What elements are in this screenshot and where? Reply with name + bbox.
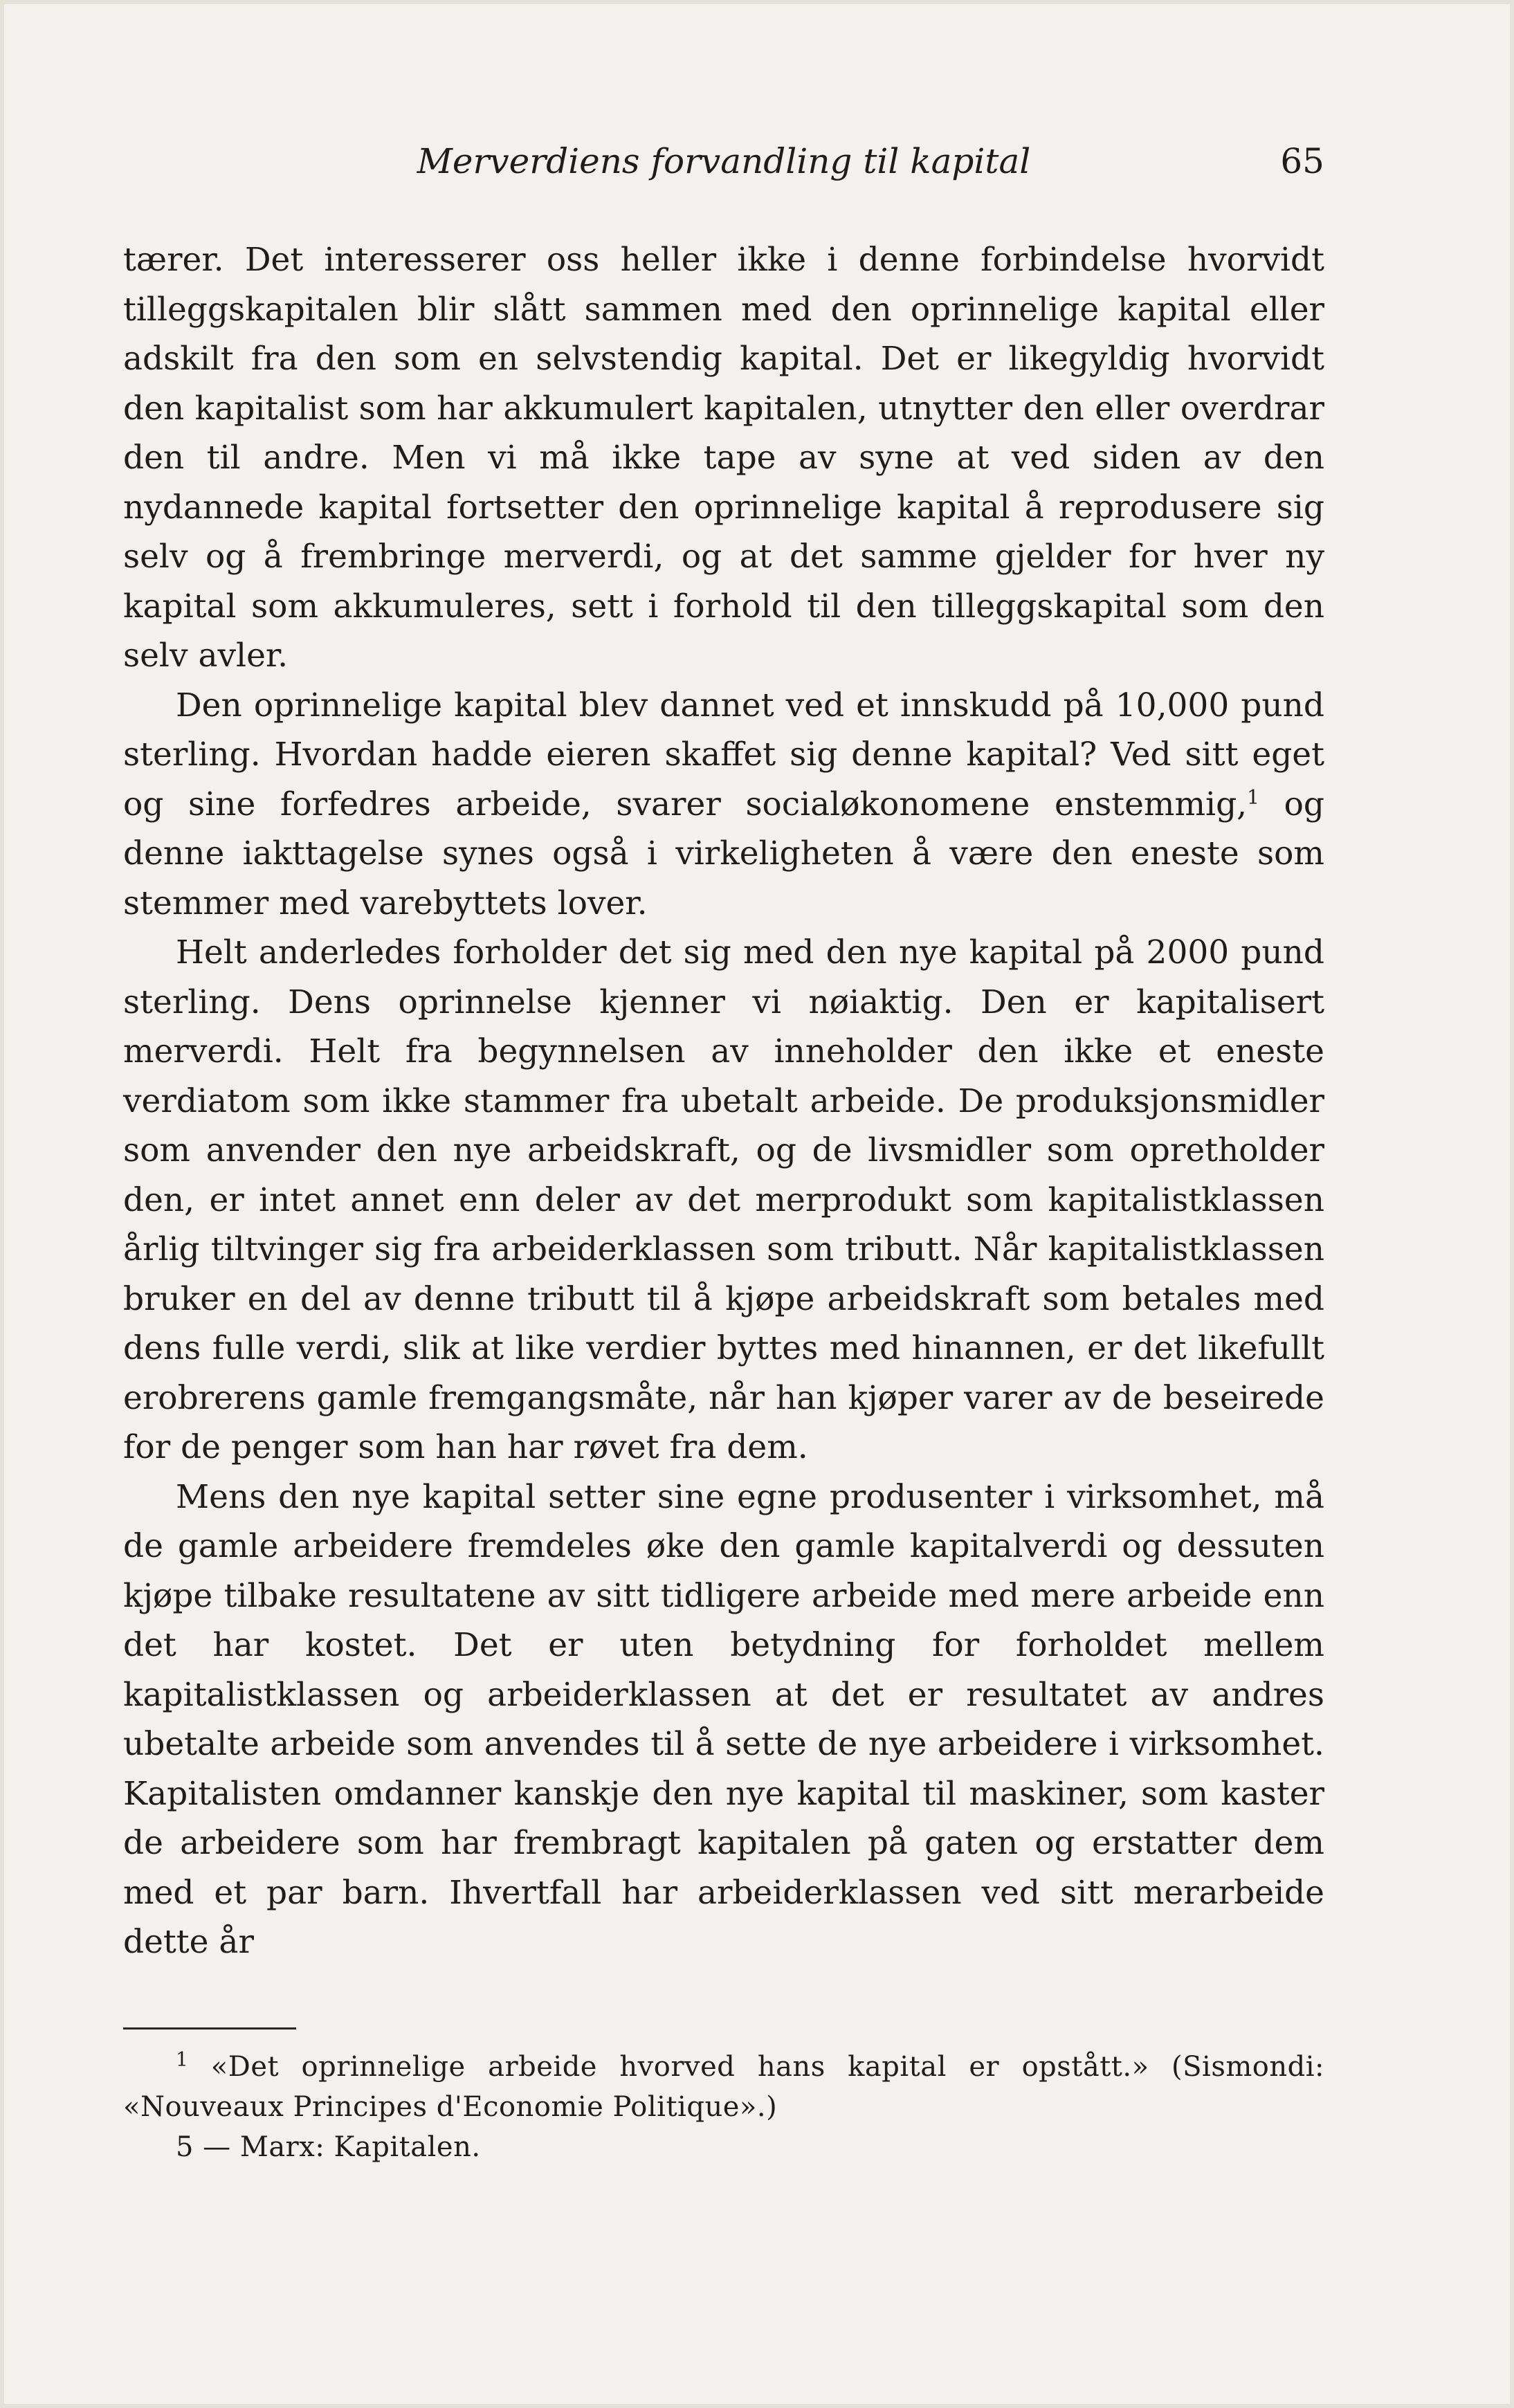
- paragraph-2-continuation: og denne iakttagelse synes også i virkeligheten å være den eneste som stemmer med varebyttets lover.: [123, 785, 1324, 922]
- footnote-1-text: «Det oprinnelige arbeide hvorved hans kapital er opstått.» (Sismondi: «Nouveaux Principes d'Economie Politique».): [123, 2051, 1324, 2123]
- paragraph-2: [123, 681, 1324, 929]
- footnote-divider: [123, 2027, 296, 2030]
- footnote-1-marker: 1: [176, 2047, 189, 2071]
- paragraph-3: Helt anderledes forholder det sig med den nye kapital på 2000 pund sterling. Dens oprinnelse kjenner vi nøiaktig. Den er kapitalisert merverdi. Helt fra begynnelsen av inneholder den ikke et eneste verdiatom som ikke stammer fra ubetalt arbeide. De produksjonsmidler som anvender den nye arbeidskraft, og de livsmidler som opretholder den, er intet annet enn deler av det merprodukt som kapitalistklassen årlig tiltvinger sig fra arbeiderklassen som tributt. Når kapitalistklassen bruker en del av denne tributt til å kjøpe arbeidskraft som betales med dens fulle verdi, slik at like verdier byttes med hinannen, er det likefullt erobrerens gamle fremgangsmåte, når han kjøper varer av de beseirede for de penger som han har røvet fra dem.: [123, 933, 1324, 1466]
- footnote-1: [123, 2047, 1324, 2127]
- running-head: [123, 137, 1324, 185]
- signature-line: 5 — Marx: Kapitalen.: [176, 2131, 481, 2163]
- paragraph-2-text: Den oprinnelige kapital blev dannet ved et innskudd på 10,000 pund sterling. Hvordan hadde eieren skaffet sig denne kapital? Ved sitt eget og sine forfedres arbeide, svarer socialøkonomene enstemmig,: [123, 686, 1324, 823]
- page-number: 65: [1280, 141, 1324, 181]
- body-text: [123, 235, 1324, 1967]
- running-title: Merverdiens forvandling til kapital: [417, 141, 1031, 181]
- paragraph-1: tærer. Det interesserer oss heller ikke i denne forbindelse hvorvidt tilleggskapitalen blir slått sammen med den oprinnelige kapital eller adskilt fra den som en selvstendig kapital. Det er likegyldig hvorvidt den kapitalist som har akkumulert kapitalen, utnytter den eller overdrar den til andre. Men vi må ikke tape av syne at ved siden av den nydannede kapital fortsetter den oprinnelige kapital å reprodusere sig selv og å frembringe merverdi, og at det samme gjelder for hver ny kapital som akkumuleres, sett i forhold til den tilleggskapital som den selv avler.: [123, 241, 1324, 675]
- footnotes: [123, 2047, 1324, 2167]
- footnote-reference: 1: [1247, 785, 1259, 808]
- paragraph-4: Mens den nye kapital setter sine egne produsenter i virksomhet, må de gamle arbeidere fremdeles øke den gamle kapitalverdi og dessuten kjøpe tilbake resultatene av sitt tidligere arbeide med mere arbeide enn det har kostet. Det er uten betydning for forholdet mellem kapitalistklassen og arbeiderklassen at det er resultatet av andres ubetalte arbeide som anvendes til å sette de nye arbeidere i virksomhet. Kapitalisten omdanner kanskje den nye kapital til maskiner, som kaster de arbeidere som har frembragt kapitalen på gaten og erstatter dem med et par barn. Ihvertfall har arbeiderklassen ved sitt merarbeide dette år: [123, 1477, 1324, 1961]
